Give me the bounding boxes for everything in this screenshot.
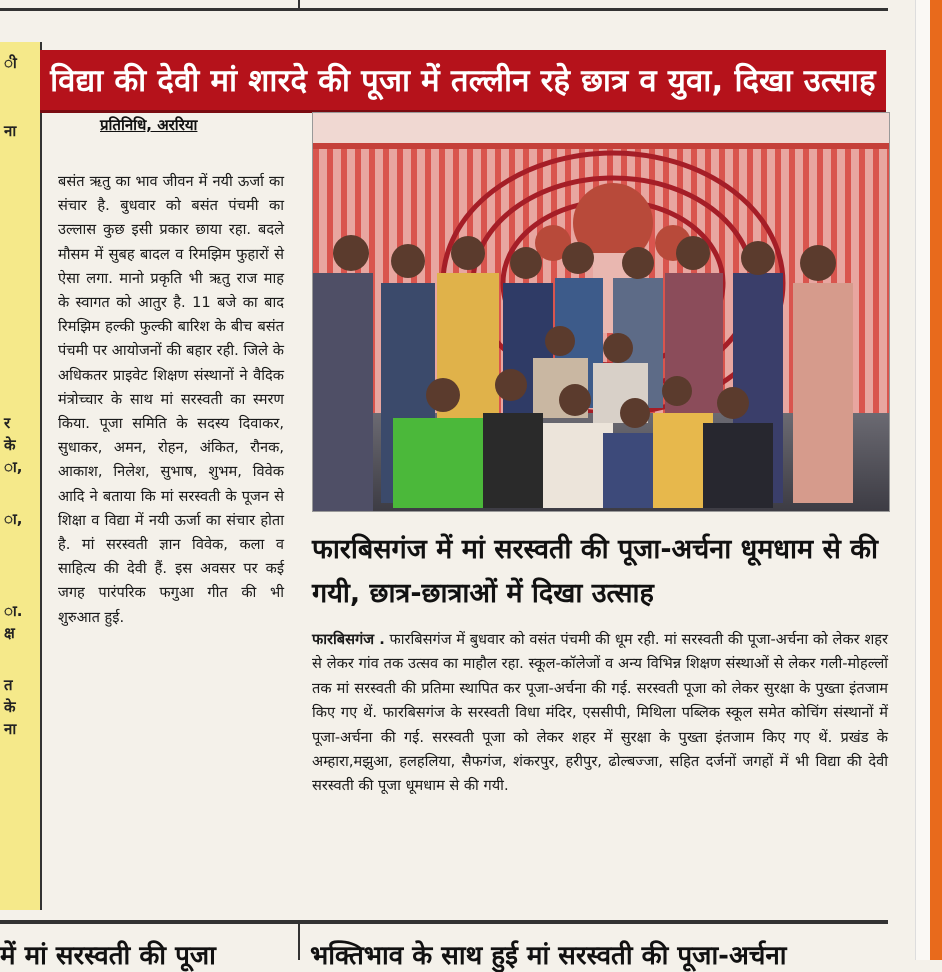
bottom-column-divider: [298, 924, 300, 960]
top-rule: [0, 8, 888, 11]
bottom-rule: [0, 920, 888, 924]
strip-fragment: र: [4, 414, 11, 432]
byline: प्रतिनिधि, अररिया: [100, 116, 198, 134]
sub-headline: फारबिसगंज में मां सरस्वती की पूजा-अर्चना धूमधाम से की गयी, छात्र-छात्राओं में दिखा उत्साह: [312, 534, 878, 609]
page-margin: [915, 0, 930, 960]
strip-fragment: त: [4, 676, 13, 694]
top-column-divider: [298, 0, 300, 9]
strip-fragment: ा,: [4, 510, 23, 528]
orange-edge-bar: [930, 0, 942, 960]
strip-fragment: ना: [4, 720, 17, 738]
strip-fragment: ी: [4, 54, 17, 72]
right-article-body: [312, 628, 888, 799]
dateline: फारबिसगंज .: [312, 631, 385, 648]
next-headline-right: भक्तिभाव के साथ हुई मां सरस्वती की पूजा-अर्चना: [310, 941, 787, 971]
left-article-body: बसंत ऋतु का भाव जीवन में नयी ऊर्जा का संचार है. बुधवार को बसंत पंचमी का उल्लास कुछ इसी प्रकार छाया रहा. बदले मौसम में सुबह बादल व रिमझिम फुहारों से ऐसा लगा. मानो प्रकृति भी ऋतु राज माह के स्वागत को आतुर है. 11 बजे का बाद रिमझिम हल्की फुल्की बारिश के बीच बसंत पंचमी पर आयोजनों की बहार रही. जिले के अधिकतर प्राइवेट शिक्षण संस्थानों ने वैदिक मंत्रोच्चार के साथ मां सरस्वती का स्मरण किया. पूजा समिति के सदस्य दिवाकर, सुधाकर, अमन, रोहन, अंकित, रौनक, आकाश, निलेश, सुभाष, शुभम, विवेक आदि ने बताया कि मां सरस्वती के पूजन से शिक्षा व विद्या में नयी ऊर्जा का संचार होता है. मां सरस्वती ज्ञान विवेक, कला व साहित्य की देवी हैं. इस अवसर पर कई जगह पारंपरिक फगुआ गीत की भी शुरुआत हुई.: [58, 173, 284, 626]
adjacent-column-strip: [0, 42, 42, 910]
headline-banner: [40, 50, 886, 113]
strip-fragment: ा.: [4, 602, 23, 620]
strip-fragment: ना: [4, 122, 17, 140]
strip-fragment: ा,: [4, 458, 23, 476]
right-article-text: फारबिसगंज में बुधवार को वसंत पंचमी की धूम रही. मां सरस्वती की पूजा-अर्चना को लेकर शहर से लेकर गांव तक उत्सव का माहौल रहा. स्कूल-कॉलेजों व अन्य विभिन्न शिक्षण संस्थाओं से लेकर गली-मोहल्लों तक मां सरस्वती की प्रतिमा स्थापित कर पूजा-अर्चना की गई. सरस्वती पूजा को लेकर सुरक्षा के पुख्ता इंतजाम किए गए थें. फारबिसगंज के सरस्वती विधा मंदिर, एससीपी, मिथिला पब्लिक स्कूल समेत कोचिंग संस्थानों में पूजा-अर्चना की गई. सरस्वती पूजा को लेकर शहर में सुरक्षा के पुख्ता इंतजाम किए गए थें. प्रखंड के अम्हारा,मझुआ, हलहलिया, सैफगंज, शंकरपुर, हरीपुर, ढोल्बज्जा, सहित दर्जनों जगहों में भी विद्या की देवी सरस्वती की पूजा धूमधाम से की गयी.: [312, 631, 889, 795]
main-headline: विद्या की देवी मां शारदे की पूजा में तल्लीन रहे छात्र व युवा, दिखा उत्साह: [50, 63, 876, 99]
strip-fragment: क्ष: [4, 624, 15, 642]
next-headline-left: में मां सरस्वती की पूजा: [0, 941, 216, 971]
news-photo: [312, 112, 890, 512]
strip-fragment: के: [4, 698, 16, 716]
strip-fragment: के: [4, 436, 16, 454]
